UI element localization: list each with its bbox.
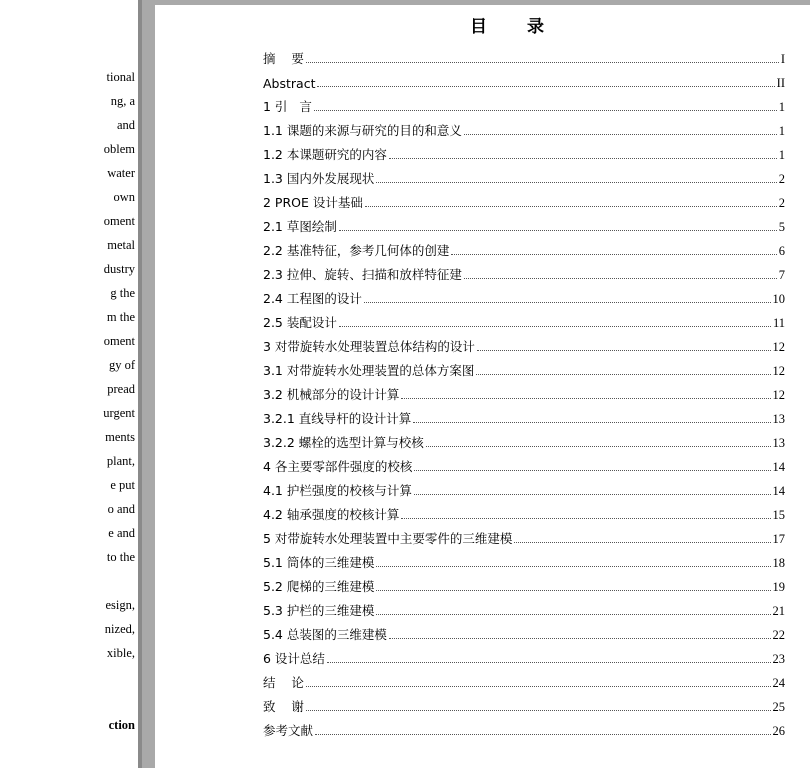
toc-dot-leader	[317, 86, 774, 87]
toc-entry-label: 致 谢	[263, 699, 304, 714]
toc-entry-label: 3.2.2 螺栓的选型计算与校核	[263, 435, 424, 450]
toc-entry-page: 14	[772, 484, 785, 498]
toc-entry-label: 5 对带旋转水处理装置中主要零件的三维建模	[263, 531, 513, 546]
toc-title	[470, 12, 544, 37]
left-text-line: pread	[107, 382, 135, 396]
toc-dot-leader	[476, 374, 770, 375]
toc-entry-label: 5.4 总装图的三维建模	[263, 627, 387, 642]
toc-dot-leader	[401, 518, 770, 519]
toc-entry[interactable]	[263, 333, 785, 355]
toc-entry-label: 5.1 筒体的三维建模	[263, 555, 375, 570]
toc-entry-label: 1.3 国内外发展现状	[263, 171, 375, 186]
toc-entry-page: 18	[772, 556, 785, 570]
left-text-line: g the	[110, 286, 135, 300]
toc-entry-page: 12	[772, 388, 785, 402]
toc-entry[interactable]	[263, 501, 785, 523]
toc-dot-leader	[339, 326, 771, 327]
toc-entry-label: 2.1 草图绘制	[263, 219, 337, 234]
toc-entry-label: 4.1 护栏强度的校核与计算	[263, 483, 412, 498]
toc-entry-page: I	[780, 52, 785, 66]
toc-entry[interactable]	[263, 429, 785, 451]
page-gap	[138, 0, 155, 768]
left-page	[0, 0, 138, 768]
toc-entry[interactable]	[263, 69, 785, 91]
toc-entry-page: 12	[772, 340, 785, 354]
toc-entry[interactable]	[263, 645, 785, 667]
toc-dot-leader	[306, 686, 771, 687]
toc-entry-page: 10	[772, 292, 785, 306]
left-heading-fragment: ction	[108, 718, 135, 732]
toc-title-char: 目	[470, 17, 487, 37]
toc-dot-leader	[315, 734, 770, 735]
toc-entry[interactable]	[263, 693, 785, 715]
toc-entry-page: 15	[772, 508, 785, 522]
left-text-line: to the	[106, 550, 135, 564]
left-text-line: ments	[105, 430, 135, 444]
toc-dot-leader	[364, 302, 771, 303]
toc-entry[interactable]	[263, 45, 785, 67]
left-text-line: and	[116, 118, 135, 132]
toc-entry-page: II	[776, 76, 785, 90]
toc-title-char: 录	[527, 17, 544, 37]
toc-dot-leader	[365, 206, 777, 207]
left-text-line: plant,	[106, 454, 135, 468]
toc-entry-page: 11	[772, 316, 785, 330]
toc-entry-label: 2 PROE 设计基础	[263, 195, 363, 210]
toc-entry[interactable]	[263, 309, 785, 331]
toc-entry-label: 摘 要	[263, 51, 304, 66]
toc-entry-page: 12	[772, 364, 785, 378]
toc-dot-leader	[514, 542, 770, 543]
toc-entry[interactable]	[263, 717, 785, 739]
left-text-line: own	[113, 190, 135, 204]
toc-entry-label: Abstract	[263, 76, 316, 91]
toc-entry[interactable]	[263, 285, 785, 307]
toc-dot-leader	[314, 110, 777, 111]
toc-entry-label: 2.4 工程图的设计	[263, 291, 362, 306]
toc-dot-leader	[464, 278, 777, 279]
toc-dot-leader	[389, 638, 771, 639]
toc-dot-leader	[376, 590, 770, 591]
toc-entry[interactable]	[263, 141, 785, 163]
toc-entry-page: 25	[772, 700, 785, 714]
toc-entry-label: 2.3 拉伸、旋转、扫描和放样特征建	[263, 267, 462, 282]
toc-entry-page: 7	[778, 268, 785, 282]
left-text-line: esign,	[105, 598, 135, 612]
toc-dot-leader	[339, 230, 777, 231]
toc-entry-page: 13	[772, 412, 785, 426]
toc-entry-page: 1	[778, 100, 785, 114]
toc-entry-label: 3.2.1 直线导杆的设计计算	[263, 411, 412, 426]
toc-entry-page: 26	[772, 724, 785, 738]
toc-entry-label: 2.2 基准特征，参考几何体的创建	[263, 243, 450, 258]
toc-dot-leader	[389, 158, 777, 159]
left-text-line: urgent	[103, 406, 135, 420]
toc-entry-label: 3 对带旋转水处理装置总体结构的设计	[263, 339, 475, 354]
toc-dot-leader	[414, 470, 770, 471]
toc-entry-label: 6 设计总结	[263, 651, 325, 666]
toc-dot-leader	[451, 254, 776, 255]
left-text-line: dustry	[103, 262, 135, 276]
toc-entry[interactable]	[263, 213, 785, 235]
left-text-line: e and	[108, 526, 135, 540]
toc-dot-leader	[306, 710, 771, 711]
toc-dot-leader	[376, 182, 776, 183]
toc-entry-page: 22	[772, 628, 785, 642]
toc-entry[interactable]	[263, 525, 785, 547]
toc-entry[interactable]	[263, 117, 785, 139]
left-text-line: e put	[110, 478, 135, 492]
left-text-line: nized,	[104, 622, 135, 636]
toc-entry-page: 23	[772, 652, 785, 666]
toc-dot-leader	[376, 566, 770, 567]
toc-entry[interactable]	[263, 573, 785, 595]
left-text-line: tional	[106, 70, 135, 84]
toc-entry[interactable]	[263, 477, 785, 499]
toc-dot-leader	[464, 134, 777, 135]
toc-entry-label: 结 论	[263, 675, 304, 690]
toc-dot-leader	[414, 494, 771, 495]
toc-entry-page: 6	[778, 244, 785, 258]
toc-entry[interactable]	[263, 405, 785, 427]
left-text-line: gy of	[108, 358, 135, 372]
toc-entry-label: 1.1 课题的来源与研究的目的和意义	[263, 123, 462, 138]
toc-entry[interactable]	[263, 381, 785, 403]
toc-entry-page: 21	[772, 604, 785, 618]
left-text-line: water	[107, 166, 135, 180]
left-text-line: o and	[107, 502, 135, 516]
toc-entry-page: 24	[772, 676, 785, 690]
toc-dot-leader	[426, 446, 771, 447]
toc-entry[interactable]	[263, 357, 785, 379]
toc-entry[interactable]	[263, 93, 785, 115]
toc-dot-leader	[401, 398, 770, 399]
left-text-line: xible,	[106, 646, 135, 660]
toc-entry-label: 4 各主要零部件强度的校核	[263, 459, 413, 474]
toc-entry-label: 5.3 护栏的三维建模	[263, 603, 375, 618]
toc-entry-page: 2	[778, 196, 785, 210]
toc-entry-page: 19	[772, 580, 785, 594]
toc-dot-leader	[413, 422, 770, 423]
toc-entry-page: 5	[778, 220, 785, 234]
toc-entry[interactable]	[263, 549, 785, 571]
toc-entry[interactable]	[263, 165, 785, 187]
left-text-line: oblem	[103, 142, 135, 156]
toc-entry-page: 17	[772, 532, 785, 546]
toc-dot-leader	[327, 662, 771, 663]
toc-entry[interactable]	[263, 261, 785, 283]
left-text-line: oment	[103, 334, 135, 348]
toc-entry[interactable]	[263, 597, 785, 619]
toc-entry[interactable]	[263, 189, 785, 211]
toc-entry-page: 2	[778, 172, 785, 186]
toc-entry[interactable]	[263, 453, 785, 475]
toc-entry-label: 参考文献	[263, 723, 314, 738]
left-text-line: oment	[103, 214, 135, 228]
toc-entry-label: 1 引 言	[263, 99, 312, 114]
toc-entry[interactable]	[263, 621, 785, 643]
toc-entry-page: 1	[778, 124, 785, 138]
left-text-line: ng, a	[110, 94, 135, 108]
toc-dot-leader	[306, 62, 779, 63]
toc-entry-label: 1.2 本课题研究的内容	[263, 147, 387, 162]
toc-entry[interactable]	[263, 237, 785, 259]
toc-entry-label: 2.5 装配设计	[263, 315, 337, 330]
toc-dot-leader	[376, 614, 770, 615]
left-text-line: metal	[107, 238, 135, 252]
toc-entry-label: 5.2 爬梯的三维建模	[263, 579, 375, 594]
toc-entry-page: 14	[772, 460, 785, 474]
toc-entry-label: 3.1 对带旋转水处理装置的总体方案图	[263, 363, 475, 378]
toc-entry-label: 4.2 轴承强度的校核计算	[263, 507, 400, 522]
toc-entry-page: 13	[772, 436, 785, 450]
toc-entry-page: 1	[778, 148, 785, 162]
toc-dot-leader	[477, 350, 771, 351]
toc-entry[interactable]	[263, 669, 785, 691]
page-shadow	[138, 0, 142, 768]
toc-entry-label: 3.2 机械部分的设计计算	[263, 387, 400, 402]
toc-page	[155, 5, 810, 768]
left-text-line: m the	[106, 310, 135, 324]
